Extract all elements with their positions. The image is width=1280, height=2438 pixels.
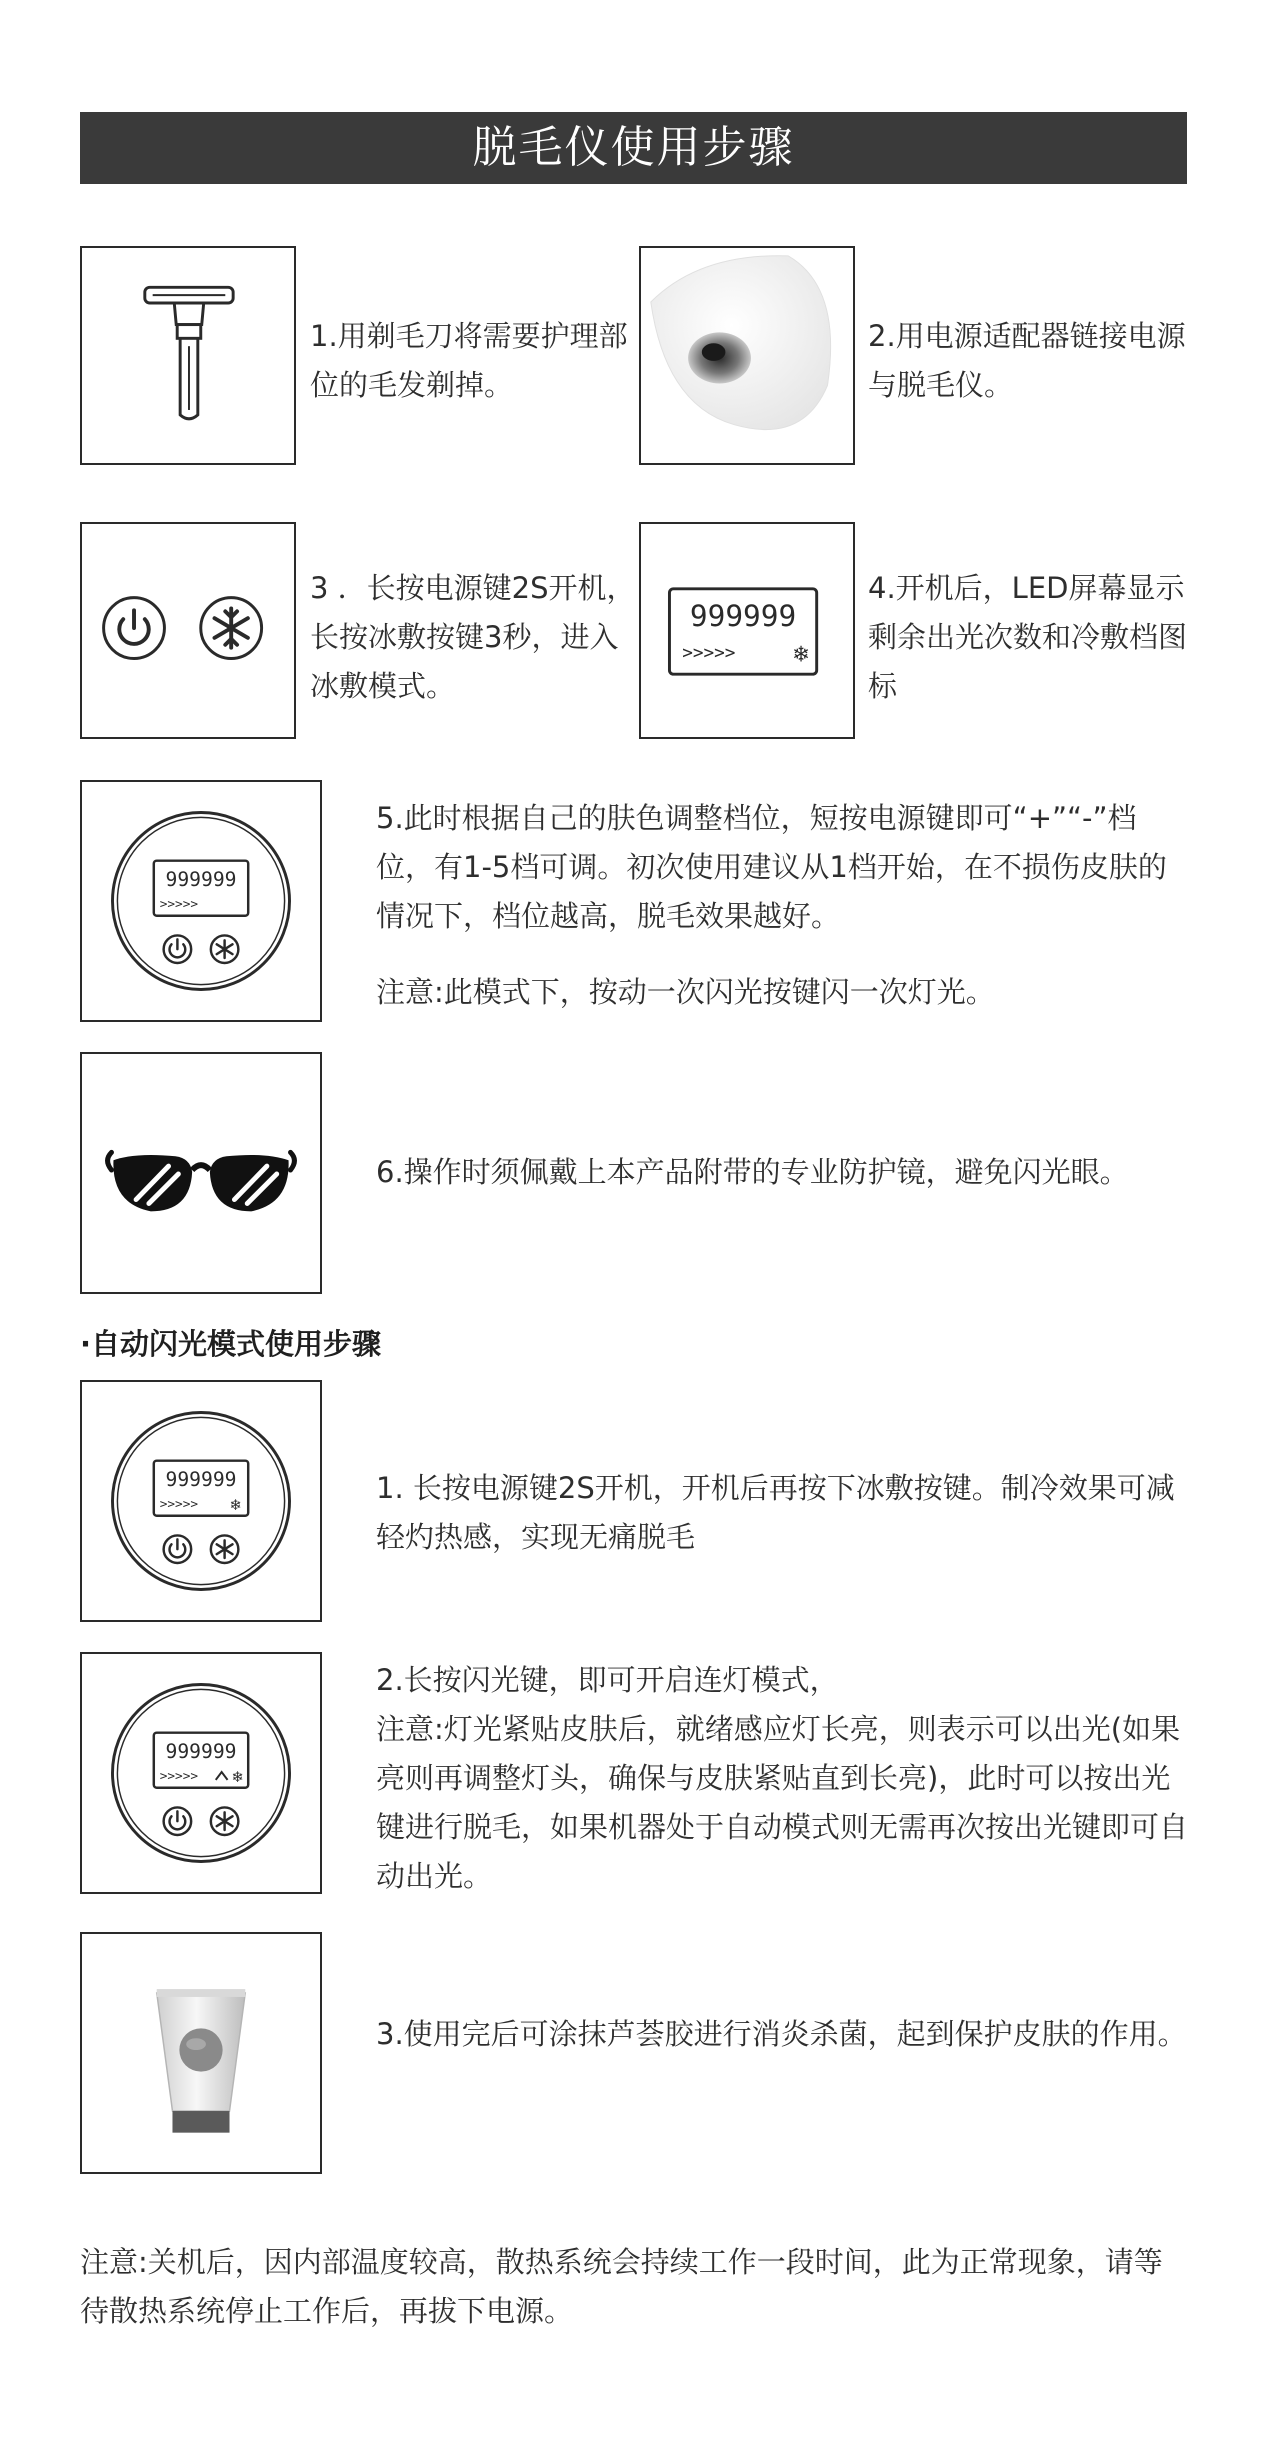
step-4-text: 4.开机后，LED屏幕显示剩余出光次数和冷敷档图标 <box>868 571 1188 703</box>
auto-1-screen-digits: 999999 <box>165 1468 237 1492</box>
auto-1-screen-arrows: >>>>> <box>159 1496 199 1512</box>
auto-step-1-image <box>80 1380 322 1622</box>
auto-2-screen-arrows: >>>>> <box>159 1768 199 1784</box>
auto-mode-section-title: ·自动闪光模式使用步骤 <box>80 1327 382 1361</box>
auto-2-screen-digits: 999999 <box>165 1740 237 1764</box>
step-5-text <box>376 794 1188 1017</box>
step-4-screen-arrows: >>>>> <box>682 643 736 664</box>
step-5-screen-arrows: >>>>> <box>159 896 199 912</box>
step-6-image <box>80 1052 322 1294</box>
auto-step-3-text: 3.使用完后可涂抹芦荟胶进行消炎杀菌，起到保护皮肤的作用。 <box>376 2017 1187 2051</box>
auto-step-2-description: 2.长按闪光键，即可开启连灯模式， <box>376 1663 839 1697</box>
step-4-screen-digits: 999999 <box>689 599 797 634</box>
step-4-screen-snow: ❄ <box>792 642 811 668</box>
device-panel-auto-icon <box>82 1654 320 1892</box>
step-3-image <box>80 522 296 739</box>
step-2-image <box>639 246 855 465</box>
auto-step-2-note: 注意:灯光紧贴皮肤后，就绪感应灯长亮，则表示可以出光(如果亮则再调整灯头，确保与皮肤紧贴直到长亮)，此时可以按出光键进行脱毛，如果机器处于自动模式则无需再次按出光键即可自动出光。 <box>376 1712 1189 1893</box>
device-panel-snow-icon <box>82 1382 320 1620</box>
step-2-text: 2.用电源适配器链接电源与脱毛仪。 <box>868 319 1186 402</box>
step-5-screen-digits: 999999 <box>165 868 237 892</box>
auto-1-screen-snow: ❄ <box>229 1496 242 1514</box>
device-panel-icon <box>82 782 320 1020</box>
auto-step-2-image <box>80 1652 322 1894</box>
led-screen-icon <box>641 524 853 737</box>
step-6-text: 6.操作时须佩戴上本产品附带的专业防护镜，避免闪光眼。 <box>376 1155 1129 1189</box>
auto-step-1-text: 1. 长按电源键2S开机，开机后再按下冰敷按键。制冷效果可减轻灼热感，实现无痛脱毛 <box>376 1471 1175 1554</box>
step-1-text: 1.用剃毛刀将需要护理部位的毛发剃掉。 <box>310 319 628 402</box>
goggles-icon <box>82 1054 320 1292</box>
step-5-description: 5.此时根据自己的肤色调整档位，短按电源键即可“+”“-”档位，有1-5档可调。初次使用建议从1档开始，在不损伤皮肤的情况下，档位越高，脱毛效果越好。 <box>376 801 1167 933</box>
step-5-image <box>80 780 322 1022</box>
page-title: 脱毛仪使用步骤 <box>80 112 1187 184</box>
auto-mode-indicator-icon <box>216 1772 228 1780</box>
footer-note: 注意:关机后，因内部温度较高，散热系统会持续工作一段时间，此为正常现象，请等待散热系统停止工作后，再拔下电源。 <box>80 2245 1163 2328</box>
step-5-note: 注意:此模式下，按动一次闪光按键闪一次灯光。 <box>376 975 995 1009</box>
power-snowflake-icon <box>82 524 294 737</box>
step-3-text: 3 ．长按电源键2S开机，长按冰敷按键3秒，进入冰敷模式。 <box>310 571 636 703</box>
auto-2-screen-snow: ❄ <box>231 1768 244 1786</box>
auto-step-2-text <box>376 1656 1188 1901</box>
step-4-image <box>639 522 855 739</box>
auto-step-3-image <box>80 1932 322 2174</box>
device-head-icon <box>641 248 853 463</box>
aloe-gel-tube-icon <box>82 1934 320 2172</box>
razor-icon <box>82 248 294 463</box>
step-1-image <box>80 246 296 465</box>
